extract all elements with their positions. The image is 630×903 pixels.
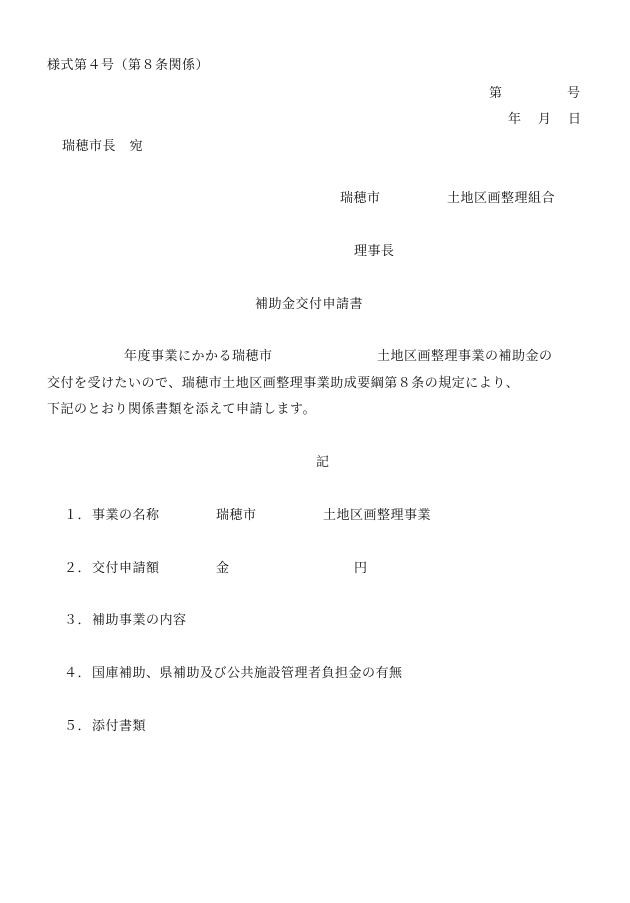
body-line1-year: 年度事業にかかる瑞穂市: [124, 349, 273, 364]
item2-value-prefix: 金: [216, 561, 230, 576]
form-number: 様式第４号（第８条関係）: [47, 58, 210, 73]
addressee: 瑞穂市長 宛: [62, 139, 144, 154]
applicant-union-name: 土地区画整理組合: [447, 191, 556, 206]
item3-label: 補助事業の内容: [92, 613, 187, 628]
date-year-label: 年: [508, 112, 522, 127]
item5-label: 添付書類: [92, 719, 147, 734]
item2-label: 交付申請額: [92, 561, 160, 576]
doc-number-prefix: 第: [489, 86, 503, 101]
item4-label: 国庫補助、県補助及び公共施設管理者負担金の有無: [92, 666, 403, 681]
body-line3: 下記のとおり関係書類を添えて申請します。: [47, 402, 316, 417]
item3-number: ３．: [64, 613, 92, 628]
item1-value-project: 土地区画整理事業: [323, 508, 432, 523]
date-month-label: 月: [538, 112, 552, 127]
applicant-title: 理事長: [354, 244, 395, 259]
item1-number: １．: [64, 508, 92, 523]
item2-value-suffix: 円: [354, 561, 368, 576]
item1-value-city: 瑞穂市: [216, 508, 257, 523]
item2-number: ２．: [64, 561, 92, 576]
item1-label: 事業の名称: [92, 508, 160, 523]
item5-number: ５．: [64, 719, 92, 734]
item4-number: ４．: [64, 666, 92, 681]
body-line1-rest: 土地区画整理事業の補助金の: [377, 349, 553, 364]
date-day-label: 日: [568, 112, 582, 127]
document-title: 補助金交付申請書: [255, 297, 364, 312]
doc-number-suffix: 号: [567, 86, 581, 101]
applicant-city: 瑞穂市: [340, 191, 381, 206]
ki-heading: 記: [316, 455, 330, 470]
body-line2: 交付を受けたいので、瑞穂市土地区画整理事業助成要綱第８条の規定により、: [47, 376, 520, 391]
